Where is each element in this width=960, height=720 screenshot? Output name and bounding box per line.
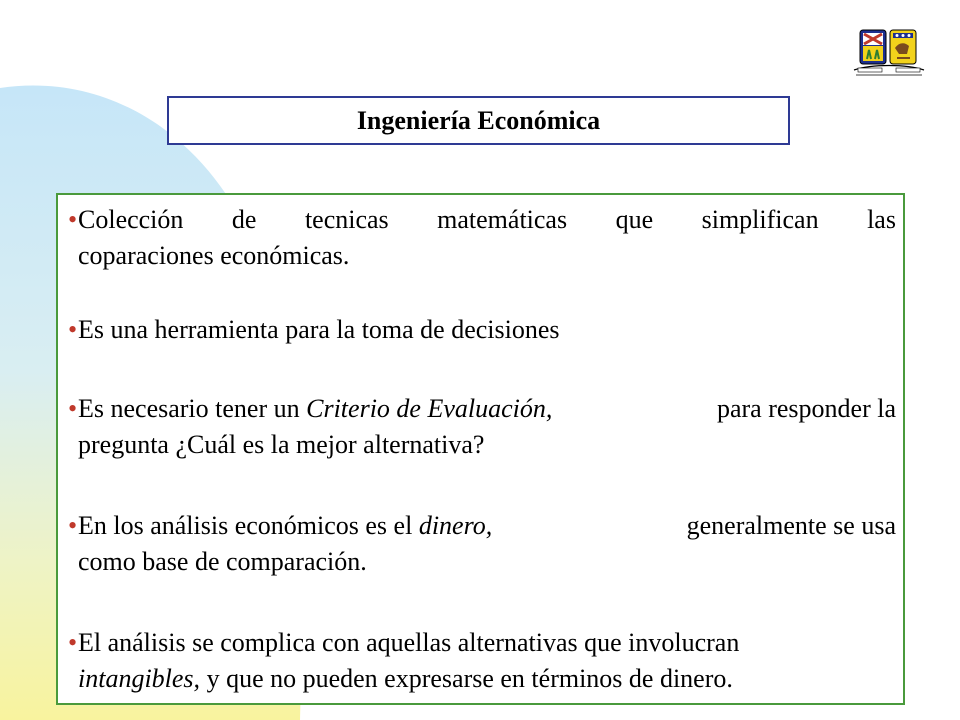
- bullet-dot-icon: •: [68, 628, 78, 657]
- bullet-line: Es una herramienta para la toma de decisiones: [78, 315, 560, 344]
- bullet-dot-icon: •: [68, 394, 78, 423]
- bullet-line: coparaciones económicas.: [78, 241, 350, 270]
- bullet-dot-icon: •: [68, 205, 78, 234]
- bullet-line: Colección de tecnicas matemáticas que simplifican las: [78, 205, 896, 234]
- bullet-line: En los análisis económicos es el dinero, generalmente se usa: [78, 511, 896, 540]
- slide-title-text: Ingeniería Económica: [356, 105, 601, 135]
- bullet-dot-icon: •: [68, 511, 78, 540]
- bullet-item: [68, 625, 896, 697]
- bullet-dot-icon: •: [68, 315, 78, 344]
- bullet-line: intangibles, y que no pueden expresarse en términos de dinero.: [78, 664, 733, 693]
- bullet-item: [68, 312, 896, 348]
- emphasis-text: Criterio de Evaluación,: [306, 394, 553, 423]
- emphasis-text: intangibles,: [78, 664, 201, 693]
- bullet-item: [68, 508, 896, 580]
- bullet-line: pregunta ¿Cuál es la mejor alternativa?: [78, 430, 485, 459]
- content-panel: [56, 193, 905, 705]
- university-crest-icon: [852, 28, 926, 82]
- bullet-item: [68, 202, 896, 274]
- bullet-line: como base de comparación.: [78, 547, 367, 576]
- bullet-line: El análisis se complica con aquellas alternativas que involucran: [78, 628, 740, 657]
- bullet-item: [68, 391, 896, 463]
- slide-title: [167, 96, 790, 145]
- emphasis-text: dinero,: [418, 511, 493, 540]
- bullet-line: Es necesario tener un Criterio de Evaluación, para responder la: [78, 394, 896, 423]
